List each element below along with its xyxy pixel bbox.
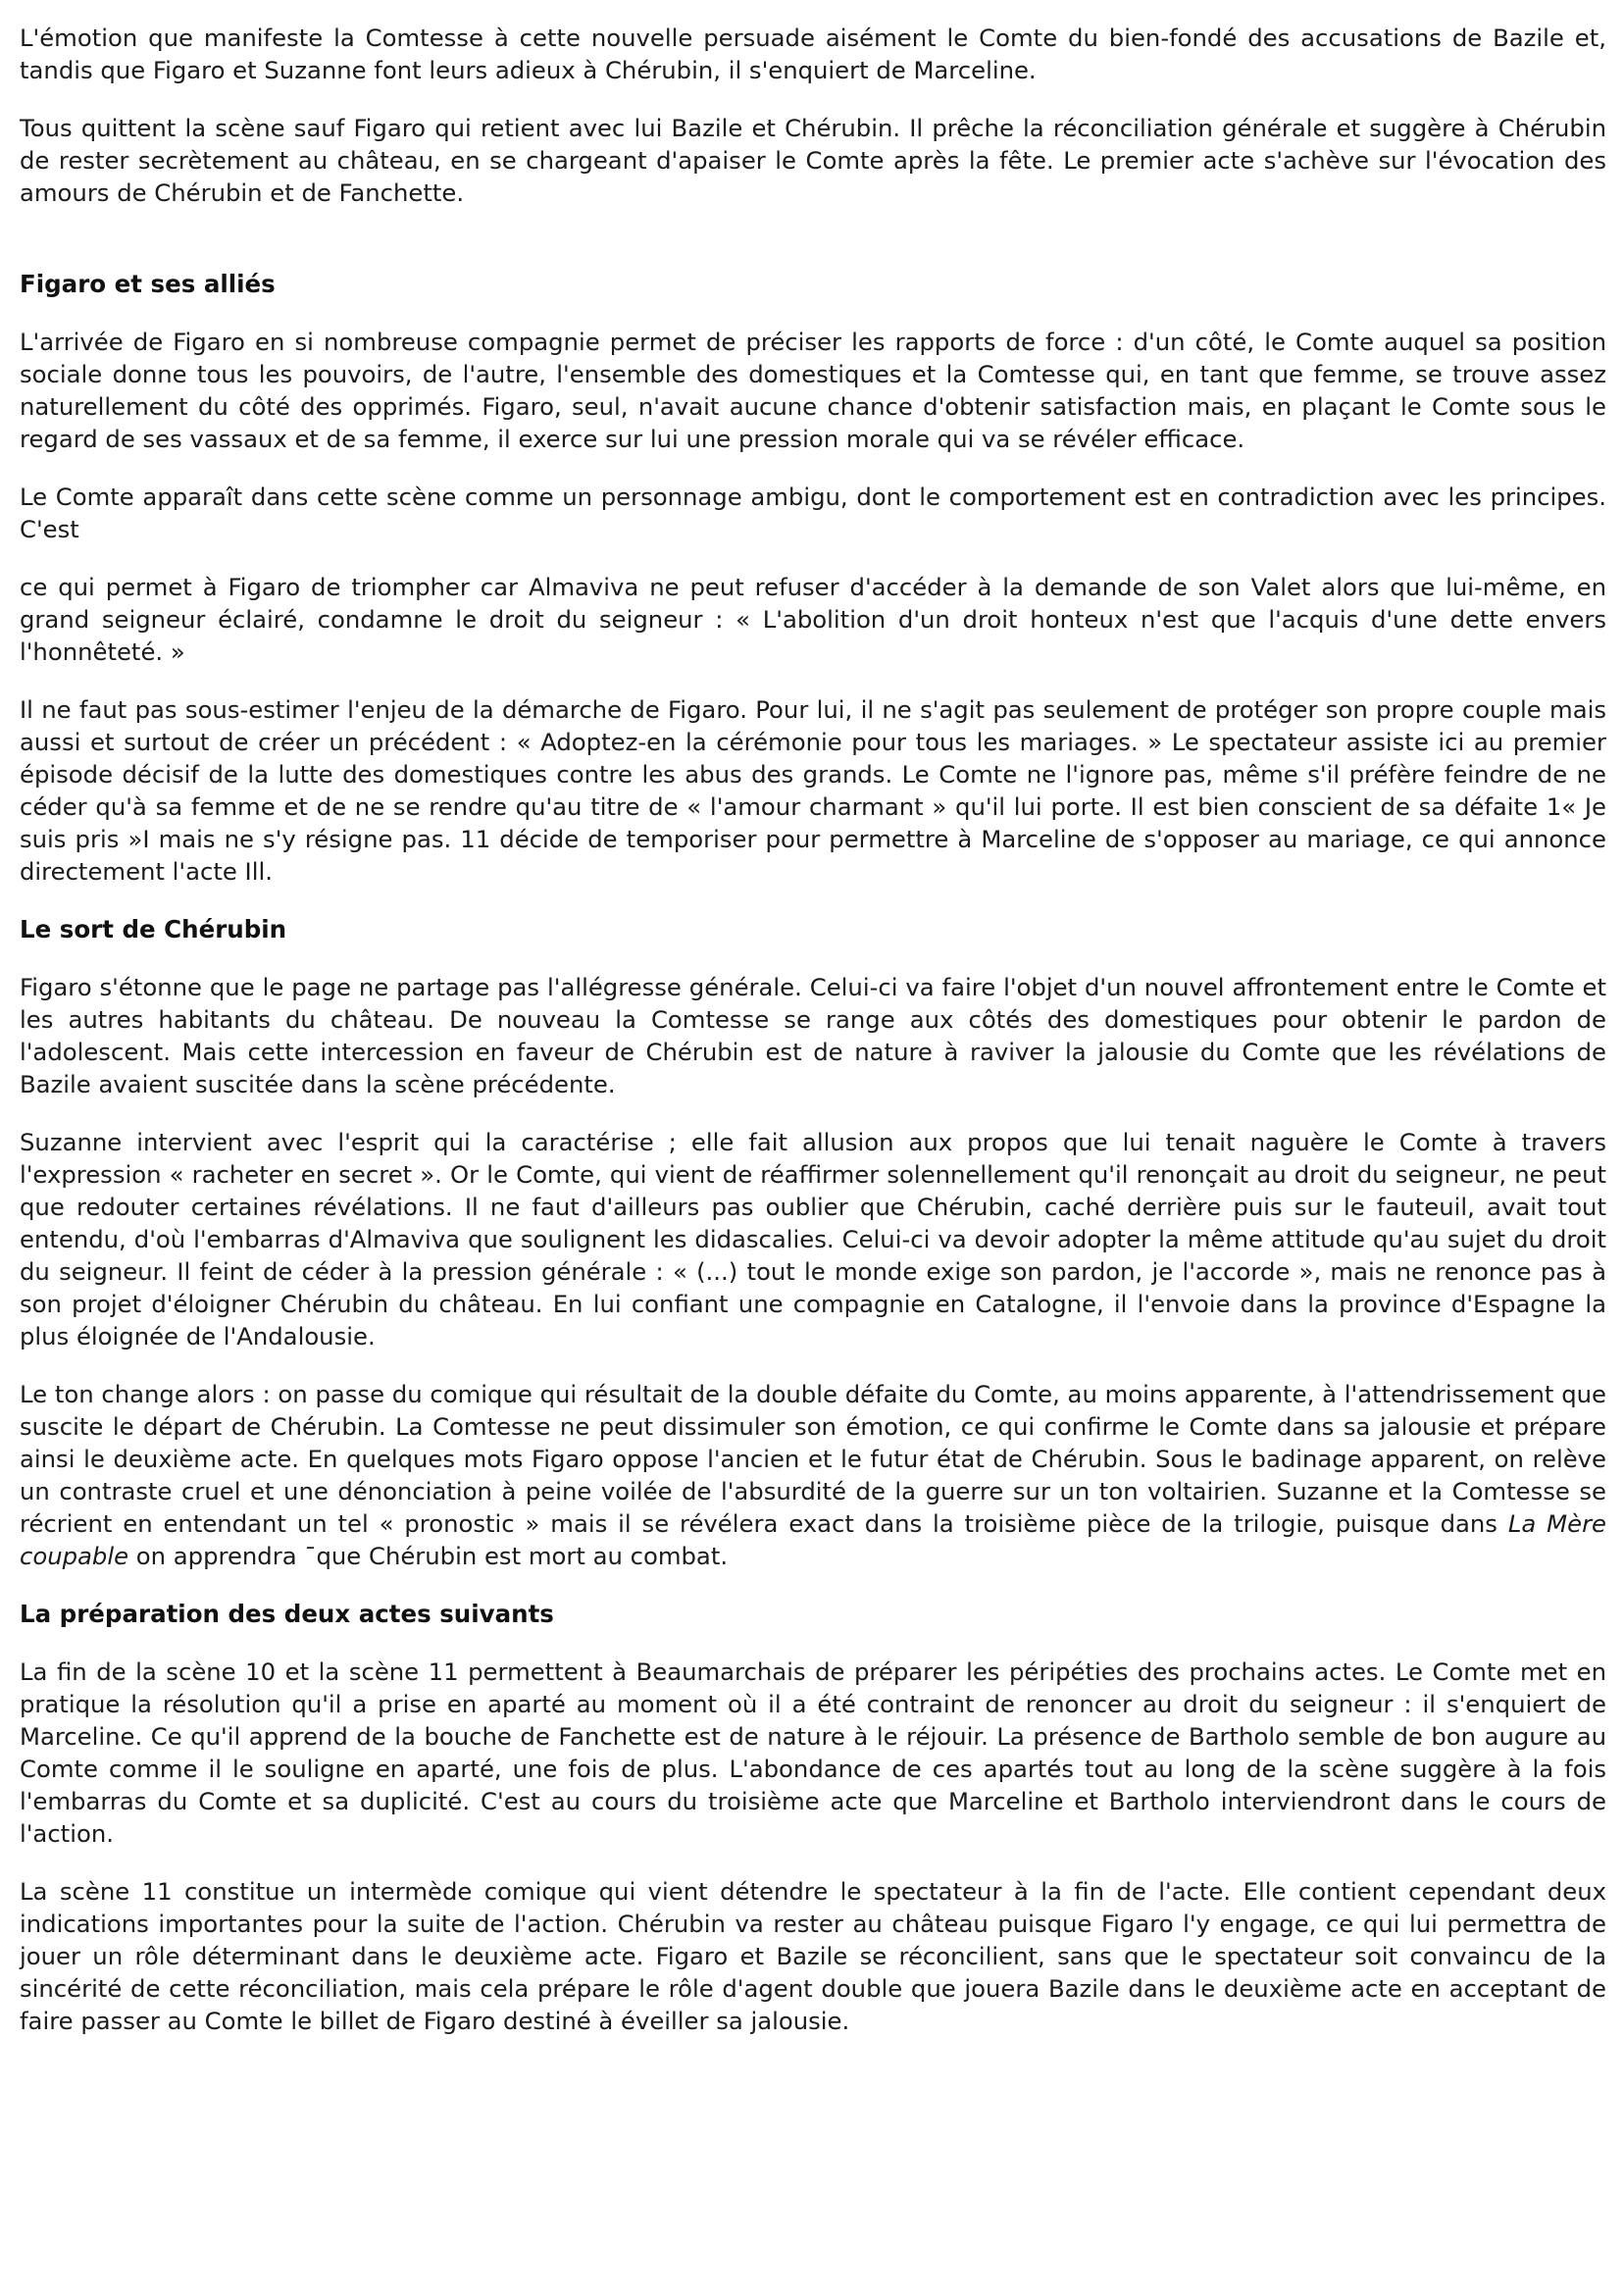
paragraph-scene-ten-eleven: La fin de la scène 10 et la scène 11 permettent à Beaumarchais de préparer les péripéties des prochains actes. Le Comte met en pratique la résolution qu'il a prise en aparté au moment où il a été contraint de renoncer au droit du seigneur : il s'enquiert de Marceline. Ce qu'il apprend de la bouche de Fanchette est de nature à le réjouir. La présence de Bartholo semble de bon augure au Comte comme il le souligne en aparté, une fois de plus. L'abondance de ces apartés tout au long de la scène suggère à la fois l'embarras du Comte et sa duplicité. C'est au cours du troisième acte que Marceline et Bartholo interviendront dans le cours de l'action.: [20, 1657, 1606, 1848]
paragraph-comic-interlude: La scène 11 constitue un intermède comique qui vient détendre le spectateur à la fin de l'acte. Elle contient cependant deux indications importantes pour la suite de l'action. Chérubin va rester au château puisque Figaro l'y engage, ce qui lui permettra de jouer un rôle déterminant dans le deuxième acte. Figaro et Bazile se réconcilient, sans que le spectateur soit convaincu de la sincérité de cette réconciliation, mais cela prépare le rôle d'agent double que jouera Bazile dans le deuxième acte en acceptant de faire passer au Comte le billet de Figaro destiné à éveiller sa jalousie.: [20, 1877, 1606, 2035]
document-page: [20, 22, 1606, 2063]
paragraph-tone-change-end: on apprendra ¯que Chérubin est mort au combat.: [128, 1542, 729, 1570]
paragraph-page-pardon: Figaro s'étonne que le page ne partage pas l'allégresse générale. Celui-ci va faire l'objet d'un nouvel affrontement entre le Comte et les autres habitants du château. De nouveau la Comtesse se range aux côtés des domestiques pour obtenir le pardon de l'adolescent. Mais cette intercession en faveur de Chérubin est de nature à raviver la jalousie du Comte que les révélations de Bazile avaient suscitée dans la scène précédente.: [20, 973, 1606, 1098]
paragraph-tone-change: [20, 1378, 1606, 1572]
heading-next-acts: La préparation des deux actes suivants: [20, 1600, 554, 1628]
paragraph-figaro-triumph: ce qui permet à Figaro de triompher car Almaviva ne peut refuser d'accéder à la demande de son Valet alors que lui-même, en grand seigneur éclairé, condamne le droit du seigneur : « L'abolition d'un droit honteux n'est que l'acquis d'une dette envers l'honnêteté. »: [20, 573, 1606, 666]
paragraph-power-relations: L'arrivée de Figaro en si nombreuse compagnie permet de préciser les rapports de force : d'un côté, le Comte auquel sa position sociale donne tous les pouvoirs, de l'autre, l'ensemble des domestiques et la Comtesse qui, en tant que femme, se trouve assez naturellement du côté des opprimés. Figaro, seul, n'avait aucune chance d'obtenir satisfaction mais, en plaçant le Comte sous le regard de ses vassaux et de sa femme, il exerce sur lui une pression morale qui va se révéler efficace.: [20, 328, 1606, 453]
heading-cherubin-fate: Le sort de Chérubin: [20, 915, 287, 943]
paragraph-countess-emotion: L'émotion que manifeste la Comtesse à cette nouvelle persuade aisément le Comte du bien-fondé des accusations de Bazile et, tandis que Figaro et Suzanne font leurs adieux à Chérubin, il s'enquiert de Marceline.: [20, 24, 1606, 84]
paragraph-figaro-stakes: Il ne faut pas sous-estimer l'enjeu de la démarche de Figaro. Pour lui, il ne s'agit pas seulement de protéger son propre couple mais aussi et surtout de créer un précédent : « Adoptez-en la cérémonie pour tous les mariages. » Le spectateur assiste ici au premier épisode décisif de la lutte des domestiques contre les abus des grands. Le Comte ne l'ignore pas, même s'il préfère feindre de ne céder qu'à sa femme et de ne se rendre qu'au titre de « l'amour charmant » qu'il lui porte. Il est bien conscient de sa défaite 1« Je suis pris »I mais ne s'y résigne pas. 11 décide de temporiser pour permettre à Marceline de s'opposer au mariage, ce qui annonce directement l'acte Ill.: [20, 695, 1606, 886]
paragraph-tone-change-text: Le ton change alors : on passe du comique qui résultait de la double défaite du Comte, au moins apparente, à l'attendrissement que suscite le départ de Chérubin. La Comtesse ne peut dissimuler son émotion, ce qui confirme le Comte dans sa jalousie et prépare ainsi le deuxième acte. En quelques mots Figaro oppose l'ancien et le futur état de Chérubin. Sous le badinage apparent, on relève un contraste cruel et une dénonciation à peine voilée de l'absurdité de la guerre sur un ton voltairien. Suzanne et la Comtesse se récrient en entendant un tel « pronostic » mais il se révélera exact dans la troisième pièce de la trilogie, puisque dans: [20, 1380, 1606, 1538]
paragraph-ambiguous-count: Le Comte apparaît dans cette scène comme un personnage ambigu, dont le comportement est en contradiction avec les principes. C'est: [20, 483, 1606, 543]
play-title: La Mère coupable: [20, 1509, 1607, 1570]
heading-figaro-allies: Figaro et ses alliés: [20, 270, 276, 298]
paragraph-suzanne-intervenes: Suzanne intervient avec l'esprit qui la caractérise ; elle fait allusion aux propos que lui tenait naguère le Comte à travers l'expression « racheter en secret ». Or le Comte, qui vient de réaffirmer solennellement qu'il renonçait au droit du seigneur, ne peut que redouter certaines révélations. Il ne faut d'ailleurs pas oublier que Chérubin, caché derrière puis sur le fauteuil, avait tout entendu, d'où l'embarras d'Almaviva que soulignent les didascalies. Celui-ci va devoir adopter la même attitude qu'au sujet du droit du seigneur. Il feint de céder à la pression générale : « (...) tout le monde exige son pardon, je l'accorde », mais ne renonce pas à son projet d'éloigner Chérubin du château. En lui confiant une compagnie en Catalogne, il l'envoie dans la province d'Espagne la plus éloignée de l'Andalousie.: [20, 1128, 1606, 1351]
paragraph-end-of-act: Tous quittent la scène sauf Figaro qui retient avec lui Bazile et Chérubin. Il prêche la réconciliation générale et suggère à Chérubin de rester secrètement au château, en se chargeant d'apaiser le Comte après la fête. Le premier acte s'achève sur l'évocation des amours de Chérubin et de Fanchette.: [20, 114, 1606, 207]
